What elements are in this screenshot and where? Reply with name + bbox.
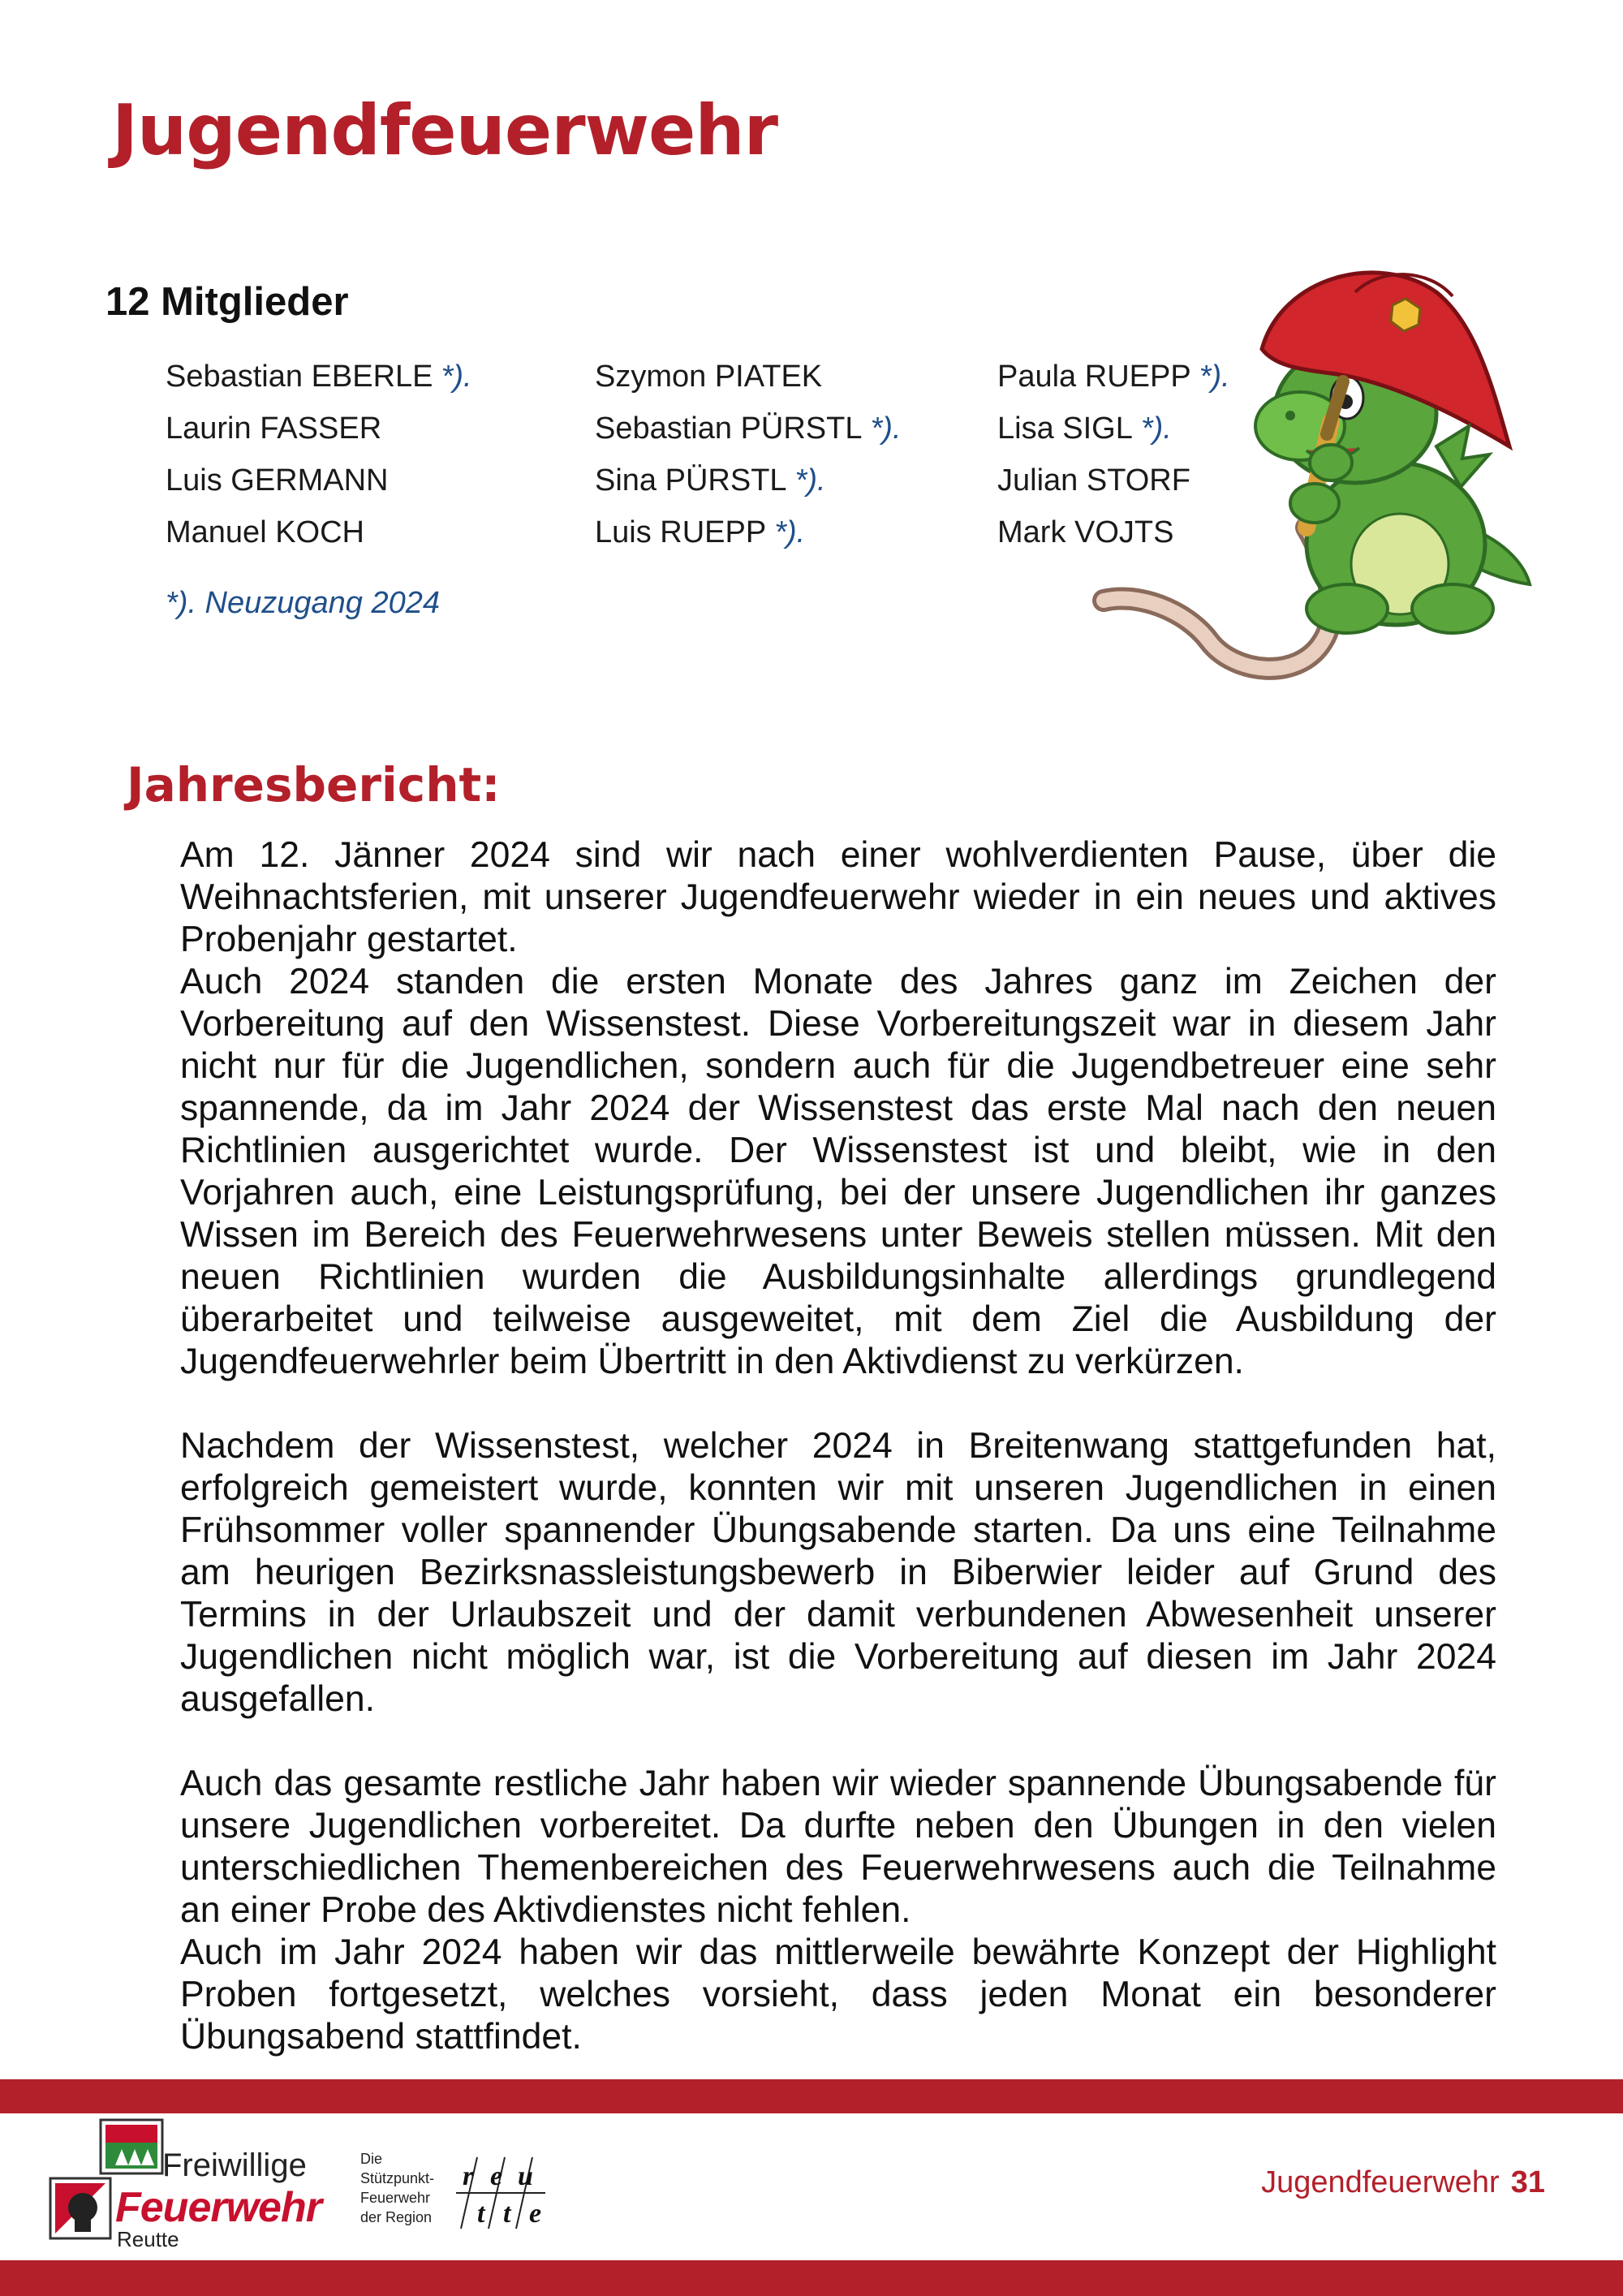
dragon-mascot-illustration xyxy=(1087,260,1542,714)
region-tagline-line: der Region xyxy=(360,2209,433,2225)
member-name-text: Manuel KOCH xyxy=(166,515,364,549)
region-tagline-line: Stützpunkt- xyxy=(360,2170,435,2186)
member-name-text: Paula RUEPP xyxy=(997,360,1191,394)
region-logo-letter: t xyxy=(503,2199,511,2229)
report-heading: Jahresbericht: xyxy=(127,757,501,812)
new-member-marker: *). xyxy=(1199,360,1230,394)
page-title: Jugendfeuerwehr xyxy=(112,90,778,171)
report-paragraph: Auch 2024 standen die ersten Monate des Jahres ganz im Zeichen der Vorbereitung auf den Wissenstest. Diese Vorbereitungszeit war in diesem Jahr nicht nur für die Jugendlichen, sondern auch für die Jugendbetreuer eine sehr spannende, da im Jahr 2024 der Wissenstest das erste Mal nach den neuen Richtlinien ausgerichtet wurde. Der Wissenstest ist und bleibt, wie in den Vorjahren auch, eine Leistungsprüfung, bei der unsere Jugendlichen ihr ganzes Wissen im Bereich des Feuerwehrwesens unter Beweis stellen müssen. Mit den neuen Richtlinien wurden die Ausbildungsinhalte allerdings grundlegend überarbeitet und teilweise ausgeweitet, mit dem Ziel die Ausbildung der Jugendfeuerwehrler beim Übertritt in den Aktivdienst zu verkürzen. xyxy=(180,962,1496,1381)
member-column-2 xyxy=(595,351,902,558)
region-logo-letter: e xyxy=(490,2161,503,2191)
new-member-marker: *). xyxy=(1140,411,1172,446)
new-member-marker: *). xyxy=(441,360,472,394)
region-logo-letter: e xyxy=(529,2199,542,2229)
member-name-text: Mark VOJTS xyxy=(997,515,1174,549)
members-heading: 12 Mitglieder xyxy=(105,280,349,324)
report-paragraph: Nachdem der Wissenstest, welcher 2024 in Breitenwang stattgefunden hat, erfolgreich gemeistert wurde, konnten wir mit unseren Jugendlichen in einen Frühsommer voller spannender Übungsabende starten. Da uns eine Teilnahme am heurigen Bezirksnassleistungsbewerb in Biberwier leider auf Grund des Termins in der Urlaubszeit und der damit verbundenen Abwesenheit unserer Jugendlichen nicht möglich war, ist die Vorbereitung auf diesen im Jahr 2024 ausgefallen. xyxy=(180,1426,1496,1719)
page-number: 31 xyxy=(1510,2165,1545,2199)
member-name-text: Lisa SIGL xyxy=(997,411,1133,446)
member-name-text: Laurin FASSER xyxy=(166,411,382,446)
new-member-legend: *). Neuzugang 2024 xyxy=(166,586,441,620)
report-paragraph: Am 12. Jänner 2024 sind wir nach einer wohlverdienten Pause, über die Weihnachtsferien, mit unserer Jugendfeuerwehr wieder in ein neues und aktives Probenjahr gestartet. xyxy=(180,835,1496,959)
member-name-text: Luis RUEPP xyxy=(595,515,767,549)
report-paragraph: Auch im Jahr 2024 haben wir das mittlerweile bewährte Konzept der Highlight Proben fortgesetzt, welches vorsieht, dass jeden Monat ein besonderer Übungsabend stattfindet. xyxy=(180,1932,1496,2057)
member-name-text: Julian STORF xyxy=(997,463,1190,498)
new-member-marker: *). xyxy=(794,463,826,498)
footer-section-name: Jugendfeuerwehr xyxy=(1261,2165,1500,2199)
region-logo-letter: t xyxy=(477,2199,485,2229)
region-logo-letter: r xyxy=(463,2161,474,2191)
member-name xyxy=(595,454,902,506)
logo-text-freiwillige: Freiwillige xyxy=(162,2147,307,2183)
footer-band-top xyxy=(0,2079,1623,2113)
footer-band-bottom xyxy=(0,2260,1623,2296)
member-name-text: Sebastian EBERLE xyxy=(166,360,433,394)
member-name xyxy=(166,403,472,454)
member-name xyxy=(595,403,902,454)
region-logo-letter: u xyxy=(518,2161,533,2191)
report-body xyxy=(180,834,1496,2058)
member-name xyxy=(166,506,472,558)
new-member-marker: *). xyxy=(774,515,806,549)
region-tagline-line: Die xyxy=(360,2151,383,2167)
report-paragraph: Auch das gesamte restliche Jahr haben wir wieder spannende Übungsabende für unsere Jugendlichen vorbereitet. Da durfte neben den Übungen in den vielen unterschiedlichen Themenbereichen des Feuerwehrwesens auch die Teilnahme an einer Probe des Aktivdienstes nicht fehlen. xyxy=(180,1764,1496,1930)
member-name-text: Sebastian PÜRSTL xyxy=(595,411,863,446)
logo-text-reutte: Reutte xyxy=(117,2227,179,2251)
member-name-text: Sina PÜRSTL xyxy=(595,463,787,498)
member-name-text: Szymon PIATEK xyxy=(595,360,823,394)
member-name-text: Luis GERMANN xyxy=(166,463,389,498)
member-name xyxy=(166,454,472,506)
member-name xyxy=(166,351,472,403)
footer-section-label xyxy=(1261,2167,1545,2198)
new-member-marker: *). xyxy=(870,411,902,446)
region-tagline xyxy=(360,2149,458,2227)
logo-text-feuerwehr: Feuerwehr xyxy=(115,2184,321,2231)
reutte-region-logo-icon xyxy=(454,2154,552,2232)
member-name xyxy=(595,506,902,558)
member-column-1 xyxy=(166,351,472,558)
member-name xyxy=(595,351,902,403)
region-tagline-line: Feuerwehr xyxy=(360,2190,431,2206)
